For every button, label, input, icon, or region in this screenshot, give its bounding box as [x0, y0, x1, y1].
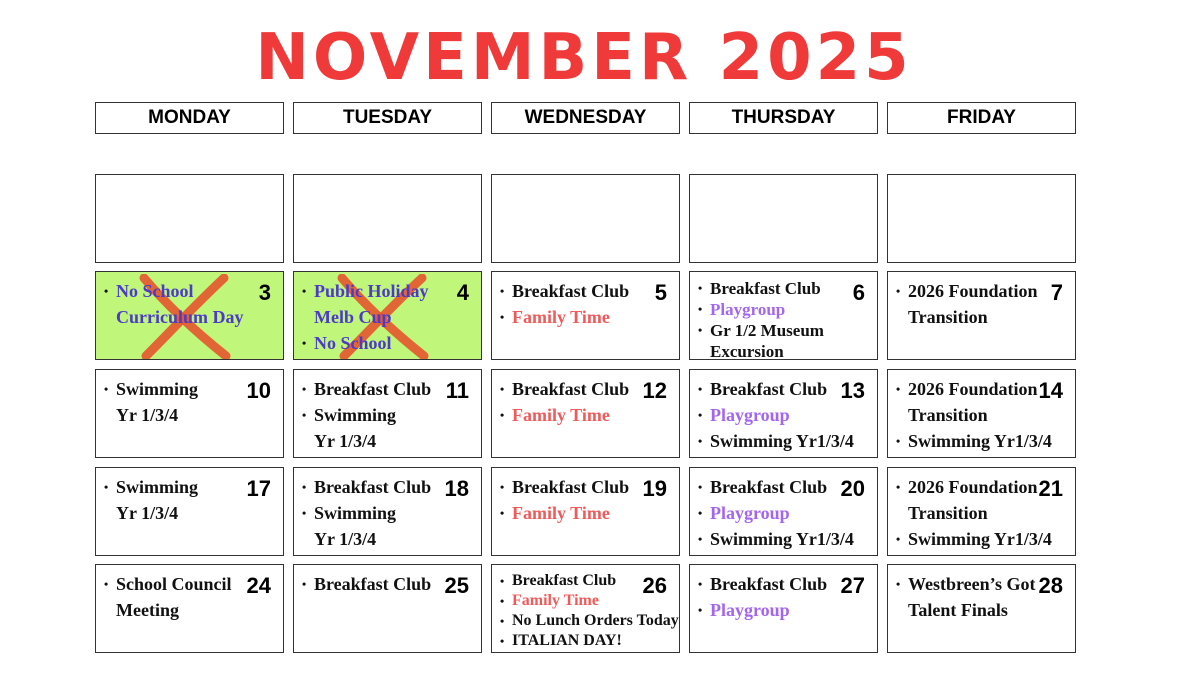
event-item: • Public Holiday: [300, 278, 447, 304]
weekday-header-monday: MONDAY: [95, 102, 284, 134]
event-list: [498, 474, 645, 526]
day-number: 10: [246, 378, 271, 403]
event-item-continued: Yr 1/3/4: [314, 529, 377, 549]
event-item: • 2026 Foundation: [894, 278, 1041, 304]
event-list: [102, 571, 249, 623]
event-item: • No School: [102, 278, 249, 304]
event-item: • Family Time: [498, 304, 645, 330]
day-cell-6[interactable]: [689, 271, 878, 360]
event-item: • Family Time: [498, 500, 645, 526]
day-cell-12[interactable]: [491, 369, 680, 458]
event-list: [696, 278, 843, 360]
event-list: [498, 278, 645, 330]
day-number: 12: [642, 378, 667, 403]
day-cell-27[interactable]: [689, 564, 878, 653]
empty-day-cell[interactable]: [293, 174, 482, 263]
day-number: 11: [445, 378, 469, 403]
day-number: 20: [840, 476, 865, 501]
day-number: 25: [444, 573, 469, 598]
day-number: 18: [444, 476, 469, 501]
event-item-continued: Talent Finals: [908, 600, 1008, 620]
weekday-header-friday: FRIDAY: [887, 102, 1076, 134]
event-item: • Breakfast Club: [498, 376, 645, 402]
day-cell-21[interactable]: [887, 467, 1076, 556]
event-item-continued: Yr 1/3/4: [314, 431, 377, 451]
event-item: • Family Time: [498, 402, 645, 428]
weekday-header-tuesday: TUESDAY: [293, 102, 482, 134]
event-item: • Swimming: [300, 500, 447, 526]
event-item-continued: Curriculum Day: [116, 307, 244, 327]
day-cell-25[interactable]: [293, 564, 482, 653]
event-item: • Breakfast Club: [498, 571, 645, 591]
day-cell-14[interactable]: [887, 369, 1076, 458]
day-cell-18[interactable]: [293, 467, 482, 556]
empty-day-cell[interactable]: [887, 174, 1076, 263]
day-cell-5[interactable]: [491, 271, 680, 360]
day-cell-10[interactable]: [95, 369, 284, 458]
event-list: [300, 278, 447, 356]
event-list: [894, 571, 1041, 623]
day-cell-24[interactable]: [95, 564, 284, 653]
day-cell-13[interactable]: [689, 369, 878, 458]
event-item-continued: Yr 1/3/4: [116, 503, 179, 523]
event-item: • Breakfast Club: [300, 571, 447, 597]
event-item: • Playgroup: [696, 299, 843, 320]
day-cell-19[interactable]: [491, 467, 680, 556]
weekday-header-thursday: THURSDAY: [689, 102, 878, 134]
event-item: • Breakfast Club: [696, 571, 843, 597]
day-cell-28[interactable]: [887, 564, 1076, 653]
weekday-header-wednesday: WEDNESDAY: [491, 102, 680, 134]
event-item: • Swimming Yr1/3/4: [894, 526, 1041, 552]
day-number: 19: [642, 476, 667, 501]
event-item: • Breakfast Club: [498, 474, 645, 500]
event-list: [102, 278, 249, 330]
day-number: 4: [456, 280, 469, 305]
event-item: • Breakfast Club: [300, 376, 447, 402]
day-number: 27: [840, 573, 865, 598]
event-list: [696, 571, 843, 623]
event-list: [498, 376, 645, 428]
event-item: • School Council: [102, 571, 249, 597]
event-item: • Swimming: [102, 474, 249, 500]
event-item: • Breakfast Club: [696, 278, 843, 299]
event-item-continued: Melb Cup: [314, 307, 392, 327]
event-item: • Gr 1/2 Museum: [696, 320, 843, 341]
event-item: • Swimming: [102, 376, 249, 402]
day-cell-11[interactable]: [293, 369, 482, 458]
day-number: 7: [1050, 280, 1063, 305]
event-list: [696, 376, 854, 454]
day-number: 5: [654, 280, 667, 305]
event-item: • Breakfast Club: [498, 278, 645, 304]
day-cell-7[interactable]: [887, 271, 1076, 360]
day-cell-17[interactable]: [95, 467, 284, 556]
event-list: [102, 474, 249, 526]
day-number: 28: [1038, 573, 1063, 598]
event-list: [300, 474, 447, 552]
event-item: • No School: [300, 330, 447, 356]
event-item: • Breakfast Club: [300, 474, 447, 500]
event-item: • Breakfast Club: [696, 376, 843, 402]
event-item: • Swimming: [300, 402, 447, 428]
event-item-continued: Excursion: [710, 342, 784, 360]
event-item: • Breakfast Club: [696, 474, 843, 500]
day-number: 17: [246, 476, 271, 501]
day-cell-26[interactable]: [491, 564, 680, 653]
event-list: [300, 376, 447, 454]
day-number: 21: [1038, 476, 1063, 501]
event-item: • Playgroup: [696, 500, 843, 526]
event-list: [894, 278, 1041, 330]
event-item-continued: Transition: [908, 307, 988, 327]
event-item-continued: Transition: [908, 503, 988, 523]
event-item: • Swimming Yr1/3/4: [696, 428, 843, 454]
event-item-continued: Transition: [908, 405, 988, 425]
event-list: [102, 376, 249, 428]
event-item-continued: Yr 1/3/4: [116, 405, 179, 425]
event-item: • Playgroup: [696, 597, 843, 623]
event-item: • ITALIAN DAY!: [498, 631, 645, 651]
empty-day-cell[interactable]: [95, 174, 284, 263]
calendar-title: NOVEMBER 2025: [255, 21, 913, 95]
event-item: • No Lunch Orders Today: [498, 611, 645, 631]
day-cell-3[interactable]: [95, 271, 284, 360]
day-cell-4[interactable]: [293, 271, 482, 360]
event-list: [300, 571, 447, 597]
event-item: • Swimming Yr1/3/4: [894, 428, 1041, 454]
empty-day-cell[interactable]: [689, 174, 878, 263]
day-number: 14: [1038, 378, 1063, 403]
day-number: 24: [246, 573, 271, 598]
day-number: 3: [258, 280, 271, 305]
empty-day-cell[interactable]: [491, 174, 680, 263]
event-item: • Family Time: [498, 591, 645, 611]
event-item: • Playgroup: [696, 402, 843, 428]
day-number: 26: [642, 573, 667, 598]
day-number: 6: [852, 280, 865, 305]
event-item: • Westbreen’s Got: [894, 571, 1041, 597]
day-cell-20[interactable]: [689, 467, 878, 556]
day-number: 13: [840, 378, 865, 403]
event-item: • 2026 Foundation: [894, 474, 1041, 500]
event-item: • Swimming Yr1/3/4: [696, 526, 843, 552]
event-item-continued: Meeting: [116, 600, 179, 620]
event-item: • 2026 Foundation: [894, 376, 1041, 402]
